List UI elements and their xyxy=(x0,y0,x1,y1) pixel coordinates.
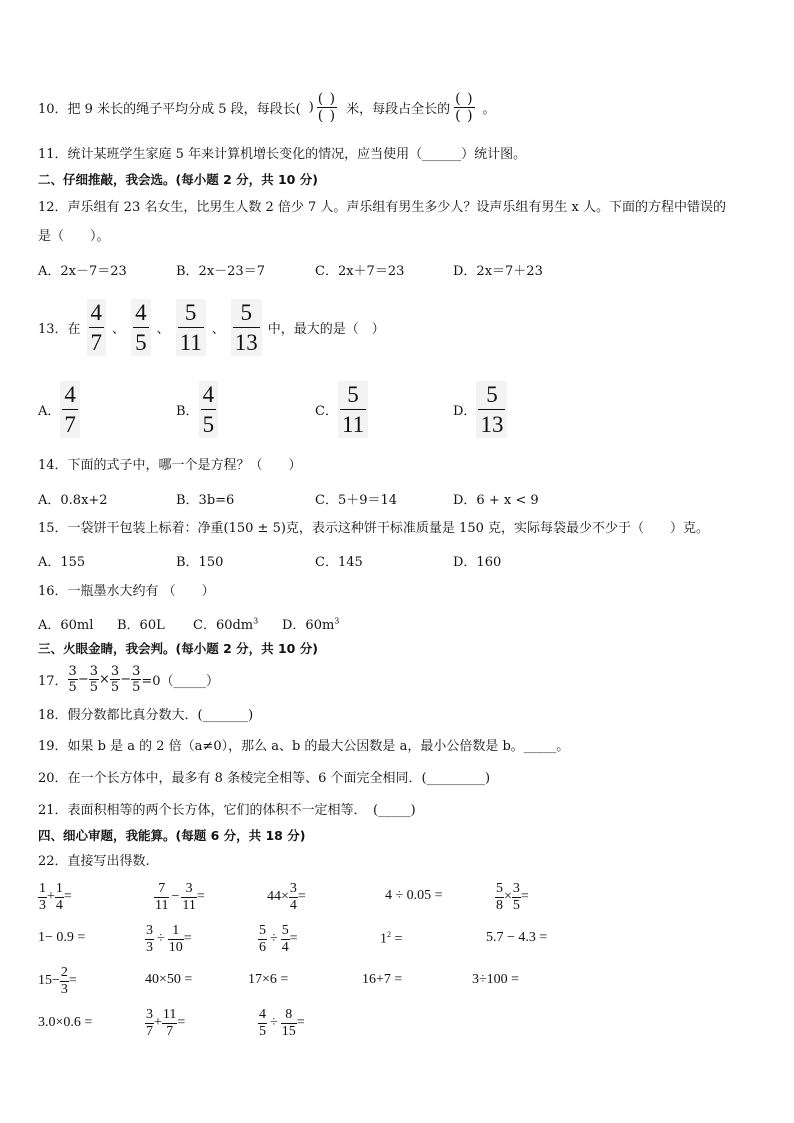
question-22-stem: 22．直接写出得数. xyxy=(38,854,150,869)
question-20: 20．在一个长方体中，最多有 8 条棱完全相等、6 个面完全相同．(_________) xyxy=(38,771,491,786)
q12-option-d[interactable]: D．2x＝7＋23 xyxy=(453,264,543,279)
q17-fraction-3: $\frac{3}{5}$ xyxy=(110,663,120,695)
q10-mid: 米，每段占全长的 xyxy=(346,101,451,117)
question-11: 11．统计某班学生家庭 5 年来计算机增长变化的情况，应当使用（______）统计图。 xyxy=(38,147,527,162)
calc-r4-b: $\frac{3}{7}$ + $\frac{11}{7}$ = xyxy=(146,1006,186,1039)
calc-r2-d: $1^2$ = xyxy=(380,930,403,947)
q16-option-a[interactable]: A．60ml xyxy=(38,618,94,633)
calc-r2-a: 1− 0.9 = xyxy=(38,930,86,945)
q17-fraction-2: $\frac{3}{5}$ xyxy=(89,663,99,695)
question-19: 19．如果 b 是 a 的 2 倍（a≠0），那么 a、b 的最大公因数是 a，最小公倍数是 b。_____。 xyxy=(38,739,570,754)
calc-r3-e: 3÷100 = xyxy=(472,972,520,987)
calc-r4-c: $\frac{4}{5}$ ÷ $\frac{8}{15}$ = xyxy=(259,1006,305,1039)
q13-option-c-fraction: $\frac{5}{11}$ xyxy=(338,381,368,438)
section-2-title: 二、仔细推敲，我会选。(每小题 2 分，共 10 分) xyxy=(38,172,318,187)
q15-option-b[interactable]: B．150 xyxy=(176,555,224,570)
q14-option-a[interactable]: A．0.8x+2 xyxy=(38,493,108,508)
question-12-line2: 是（ ）。 xyxy=(38,229,110,244)
q13-fraction-4: $\frac{5}{13}$ xyxy=(231,299,262,356)
q16-option-d[interactable]: D．$60m^3$ xyxy=(282,616,340,633)
question-16: 16．一瓶墨水大约有 （ ） xyxy=(38,584,215,599)
q13-option-a-fraction: $\frac{4}{7}$ xyxy=(60,381,80,438)
calc-r1-b: $\frac{7}{11}$ − $\frac{3}{11}$ = xyxy=(155,880,205,913)
q13-fraction-3: $\frac{5}{11}$ xyxy=(176,299,206,356)
q13-option-c[interactable]: C． $\frac{5}{11}$ xyxy=(315,378,368,440)
q13-option-a[interactable]: A． $\frac{4}{7}$ xyxy=(38,378,80,440)
q13-suffix: 中，最大的是（ ） xyxy=(267,321,385,337)
q13-sep-3: 、 xyxy=(211,321,225,337)
calc-r4-a: 3.0×0.6 = xyxy=(38,1015,93,1030)
q16-option-c[interactable]: C．$60dm^3$ xyxy=(193,616,259,633)
q17-answer-blank[interactable]: =0（_____） xyxy=(141,673,220,689)
section-3-title: 三、火眼金睛，我会判。(每小题 2 分，共 10 分) xyxy=(38,641,318,656)
calc-r3-d: 16+7 = xyxy=(362,972,403,987)
section-4-title: 四、细心审题，我能算。(每题 6 分，共 18 分) xyxy=(38,828,306,843)
calc-r1-d: 4 ÷ 0.05 = xyxy=(385,888,443,903)
q14-option-c[interactable]: C．5＋9＝14 xyxy=(315,493,398,508)
q16-option-b[interactable]: B．60L xyxy=(117,618,165,633)
q17-fraction-1: $\frac{3}{5}$ xyxy=(68,663,77,695)
question-21: 21．表面积相等的两个长方体，它们的体积不一定相等． (_____) xyxy=(38,803,416,818)
calc-r2-c: $\frac{5}{6}$ ÷ $\frac{5}{4}$ = xyxy=(259,922,298,955)
q15-option-a[interactable]: A．155 xyxy=(38,555,86,570)
q13-fraction-1: $\frac{4}{7}$ xyxy=(87,299,107,356)
question-18: 18．假分数都比真分数大．(_______) xyxy=(38,708,254,723)
calc-r3-a: 15− $\frac{2}{3}$ = xyxy=(38,964,77,997)
q13-option-b-fraction: $\frac{4}{5}$ xyxy=(199,381,219,438)
q14-option-b[interactable]: B．3b=6 xyxy=(176,493,235,508)
calc-r2-b: $\frac{3}{3}$ ÷ $\frac{1}{10}$ = xyxy=(146,922,192,955)
q14-option-d[interactable]: D．6 + x < 9 xyxy=(453,493,539,508)
calc-r3-b: 40×50 = xyxy=(145,972,193,987)
q10-close-paren: ) xyxy=(308,99,314,115)
calc-r1-a: $\frac{1}{3}$ + $\frac{1}{4}$ = xyxy=(39,880,72,913)
calc-r2-e: 5.7 − 4.3 = xyxy=(486,930,548,945)
q10-end: 。 xyxy=(482,101,496,117)
q13-option-d-fraction: $\frac{5}{13}$ xyxy=(476,381,507,438)
calc-r1-e: $\frac{5}{8}$ × $\frac{3}{5}$ = xyxy=(496,880,529,913)
question-17: 17． $\frac{3}{5}$ − $\frac{3}{5}$ × $\frac{3}{5}$ − $\frac{3}{5}$ =0（_____） xyxy=(38,663,220,695)
question-15: 15．一袋饼干包装上标着：净重(150 ± 5)克，表示这种饼干标准质量是 150 克，实际每袋最少不少于（ ）克。 xyxy=(38,521,710,536)
q13-option-d[interactable]: D． $\frac{5}{13}$ xyxy=(453,378,507,440)
q10-blank-fraction-length: $\frac{( )}{( )}$ xyxy=(317,90,337,124)
calc-r3-c: 17×6 = xyxy=(248,972,289,987)
question-10 xyxy=(38,85,496,129)
calc-r1-c: 44× $\frac{3}{4}$ = xyxy=(267,880,306,913)
q10-blank-fraction-ratio: $\frac{( )}{( )}$ xyxy=(455,90,474,124)
q12-option-a[interactable]: A．2x－7＝23 xyxy=(38,264,127,279)
q13-sep-2: 、 xyxy=(156,321,170,337)
question-12-line1: 12．声乐组有 23 名女生，比男生人数 2 倍少 7 人。声乐组有男生多少人？设声乐组有男生 x 人。下面的方程中错误的 xyxy=(38,200,727,215)
q13-prefix: 13．在 xyxy=(38,321,81,337)
q13-fraction-2: $\frac{4}{5}$ xyxy=(131,299,151,356)
q17-fraction-4: $\frac{3}{5}$ xyxy=(132,663,141,695)
q15-option-d[interactable]: D．160 xyxy=(453,555,502,570)
q13-sep-1: 、 xyxy=(112,321,126,337)
q12-option-c[interactable]: C．2x＋7＝23 xyxy=(315,264,405,279)
q10-prefix: 10．把 9 米长的绳子平均分成 5 段，每段长( xyxy=(38,101,301,117)
q15-option-c[interactable]: C．145 xyxy=(315,555,363,570)
q12-option-b[interactable]: B．2x－23＝7 xyxy=(176,264,265,279)
q13-option-b[interactable]: B． $\frac{4}{5}$ xyxy=(176,378,218,440)
question-14: 14．下面的式子中，哪一个是方程？（ ） xyxy=(38,458,302,473)
question-13 xyxy=(38,296,385,358)
